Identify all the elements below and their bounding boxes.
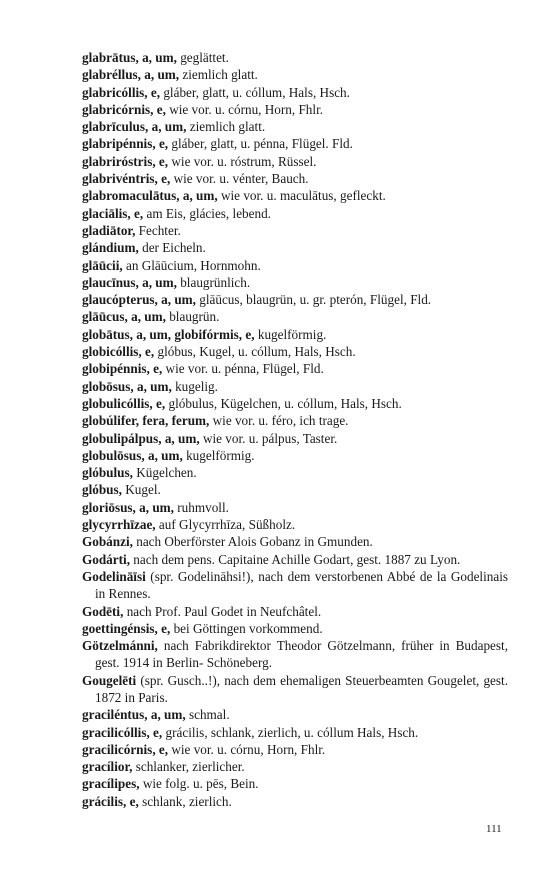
dictionary-entry [82,395,508,412]
dictionary-entry [82,205,508,222]
entry-headword: glabromaculātus, a, um, [82,188,218,204]
entry-definition: kugelig. [175,378,218,394]
entry-headword: Götzelmánni, [82,638,158,654]
entry-headword: glabriróstris, e, [82,153,169,169]
entry-definition: wie vor. u. pénna, Flügel, Fld. [165,361,324,377]
dictionary-entry [82,447,508,464]
entry-definition: grácilis, schlank, zierlich, u. cóllum Hals, Hsch. [165,724,419,740]
entry-headword: glycyrrhīzae, [82,517,156,533]
entry-headword: globipénnis, e, [82,361,163,377]
entry-definition: wie vor. u. féro, ich trage. [212,413,349,429]
entry-headword: globulōsus, a, um, [82,447,183,463]
entry-definition: kugelförmig. [186,447,255,463]
entry-definition: blaugrünlich. [180,274,251,290]
entry-headword: glabrīculus, a, um, [82,119,187,135]
entry-definition: kugelförmig. [257,326,327,342]
dictionary-entry [82,603,508,620]
dictionary-entry [82,430,508,447]
entry-headword: gracilicórnis, e, [82,741,169,757]
entry-definition: schmal. [188,707,230,723]
entry-headword: glabricóllis, e, [82,84,161,100]
entry-headword: glaciālis, e, [82,205,144,221]
entry-definition: wie vor. u. pálpus, Taster. [202,430,338,446]
entry-headword: glabréllus, a, um, [82,67,180,83]
entry-definition: glóbus, Kugel, u. cóllum, Hals, Hsch. [157,344,356,360]
dictionary-entry [82,793,508,810]
dictionary-entry [82,706,508,723]
dictionary-entry [82,135,508,152]
entry-headword: Gobánzi, [82,534,133,550]
entry-headword: glāūcii, [82,257,123,273]
dictionary-entry [82,741,508,758]
entry-headword: globicóllis, e, [82,344,155,360]
entry-definition: Kügelchen. [136,465,197,481]
entry-headword: goettingénsis, e, [82,620,171,636]
page-number: 111 [486,823,502,835]
dictionary-entry [82,533,508,550]
entry-definition: an Glāūcium, Hornmohn. [125,257,261,273]
entry-headword: glāūcus, a, um, [82,309,166,325]
entry-definition: am Eis, glácies, lebend. [146,205,271,221]
dictionary-entry [82,308,508,325]
dictionary-entry [82,360,508,377]
dictionary-entry [82,66,508,83]
entry-headword: globōsus, a, um, [82,378,172,394]
entry-headword: glándium, [82,240,139,256]
entry-definition: nach Prof. Paul Godet in Neufchâtel. [126,603,322,619]
dictionary-entry [82,291,508,308]
entry-headword: Godēti, [82,603,124,619]
entry-definition: wie vor. u. córnu, Horn, Fhlr. [171,741,326,757]
entry-headword: gladiātor, [82,222,136,238]
dictionary-entry [82,775,508,792]
dictionary-entry [82,222,508,239]
entry-definition: auf Glycyrrhīza, Süßholz. [158,517,296,533]
entry-headword: globulicóllis, e, [82,395,166,411]
dictionary-entry [82,343,508,360]
entry-headword: grácilis, e, [82,793,139,809]
dictionary-entry [82,153,508,170]
dictionary-entry [82,724,508,741]
dictionary-entry [82,568,508,603]
entry-headword: glabricórnis, e, [82,101,166,117]
dictionary-entry [82,758,508,775]
dictionary-entry [82,257,508,274]
entry-definition: schlanker, zierlicher. [135,759,245,775]
dictionary-entry [82,412,508,429]
entry-definition: nach dem pens. Capitaine Achille Godart, gest. 1887 zu Lyon. [133,551,461,567]
entry-definition: geglättet. [180,50,229,65]
dictionary-entry [82,84,508,101]
dictionary-entry [82,170,508,187]
dictionary-entry [82,326,508,343]
entry-definition: blaugrün. [169,309,220,325]
entry-headword: globātus, a, um, globifórmis, e, [82,326,255,342]
entry-headword: glaucīnus, a, um, [82,274,177,290]
dictionary-entry [82,464,508,481]
entry-definition: nach Oberförster Alois Gobanz in Gmunden. [136,534,373,550]
dictionary-entry [82,637,508,672]
entry-definition: ziemlich glatt. [189,119,266,135]
entry-definition: (spr. Godelināhsi!), nach dem verstorbenen Abbé de la Godelinais in Rennes. [95,568,509,602]
entry-headword: Gougelēti [82,672,137,688]
dictionary-entry [82,239,508,256]
dictionary-entry [82,620,508,637]
entry-headword: gracilicóllis, e, [82,724,163,740]
entry-headword: gracílipes, [82,776,140,792]
entry-definition: wie vor. u. maculātus, gefleckt. [220,188,386,204]
entry-headword: globulipálpus, a, um, [82,430,200,446]
dictionary-entry [82,378,508,395]
entry-headword: graciléntus, a, um, [82,707,186,723]
entry-headword: glabrātus, a, um, [82,50,177,65]
dictionary-entry [82,499,508,516]
entry-definition: ruhmvoll. [177,499,229,515]
entry-list [82,49,508,810]
entry-headword: gracílior, [82,759,133,775]
entry-definition: ziemlich glatt. [182,67,258,83]
entry-headword: globúlifer, fera, ferum, [82,413,210,429]
entry-definition: (spr. Gusch..!), nach dem ehemaligen Steuerbeamten Gougelet, gest. 1872 in Paris. [95,672,508,705]
entry-definition: wie vor. u. córnu, Horn, Fhlr. [169,101,324,117]
dictionary-entry [82,101,508,118]
entry-definition: bei Göttingen vorkommend. [173,620,323,636]
dictionary-entry [82,481,508,498]
entry-definition: gláber, glatt, u. pénna, Flügel. Fld. [171,136,353,152]
entry-definition: wie folg. u. pēs, Bein. [142,776,259,792]
entry-headword: glaucópterus, a, um, [82,292,196,308]
entry-headword: glabripénnis, e, [82,136,169,152]
dictionary-entry [82,118,508,135]
entry-definition: Fechter. [138,222,181,238]
dictionary-entry [82,49,508,66]
dictionary-page [82,49,508,810]
entry-headword: glóbus, [82,482,122,498]
entry-definition: glāūcus, blaugrün, u. gr. pterón, Flügel, Fld. [199,292,432,308]
entry-headword: glabrivéntris, e, [82,171,171,187]
entry-definition: Kugel. [125,482,161,498]
entry-headword: gloriōsus, a, um, [82,499,174,515]
dictionary-entry [82,516,508,533]
entry-definition: wie vor. u. róstrum, Rüssel. [171,153,317,169]
dictionary-entry [82,551,508,568]
entry-definition: schlank, zierlich. [142,793,232,809]
entry-definition: glóbulus, Kügelchen, u. cóllum, Hals, Hsch. [168,395,402,411]
entry-headword: Godárti, [82,551,130,567]
entry-definition: gláber, glatt, u. cóllum, Hals, Hsch. [163,84,350,100]
dictionary-entry [82,187,508,204]
entry-headword: Godelināīsi [82,568,146,584]
entry-definition: nach Fabrikdirektor Theodor Götzelmann, früher in Budapest, gest. 1914 in Berlin- Schöneberg. [95,638,509,671]
dictionary-entry [82,274,508,291]
dictionary-entry [82,672,508,707]
entry-headword: glóbulus, [82,465,133,481]
entry-definition: der Eicheln. [142,240,206,256]
entry-definition: wie vor. u. vénter, Bauch. [173,171,309,187]
